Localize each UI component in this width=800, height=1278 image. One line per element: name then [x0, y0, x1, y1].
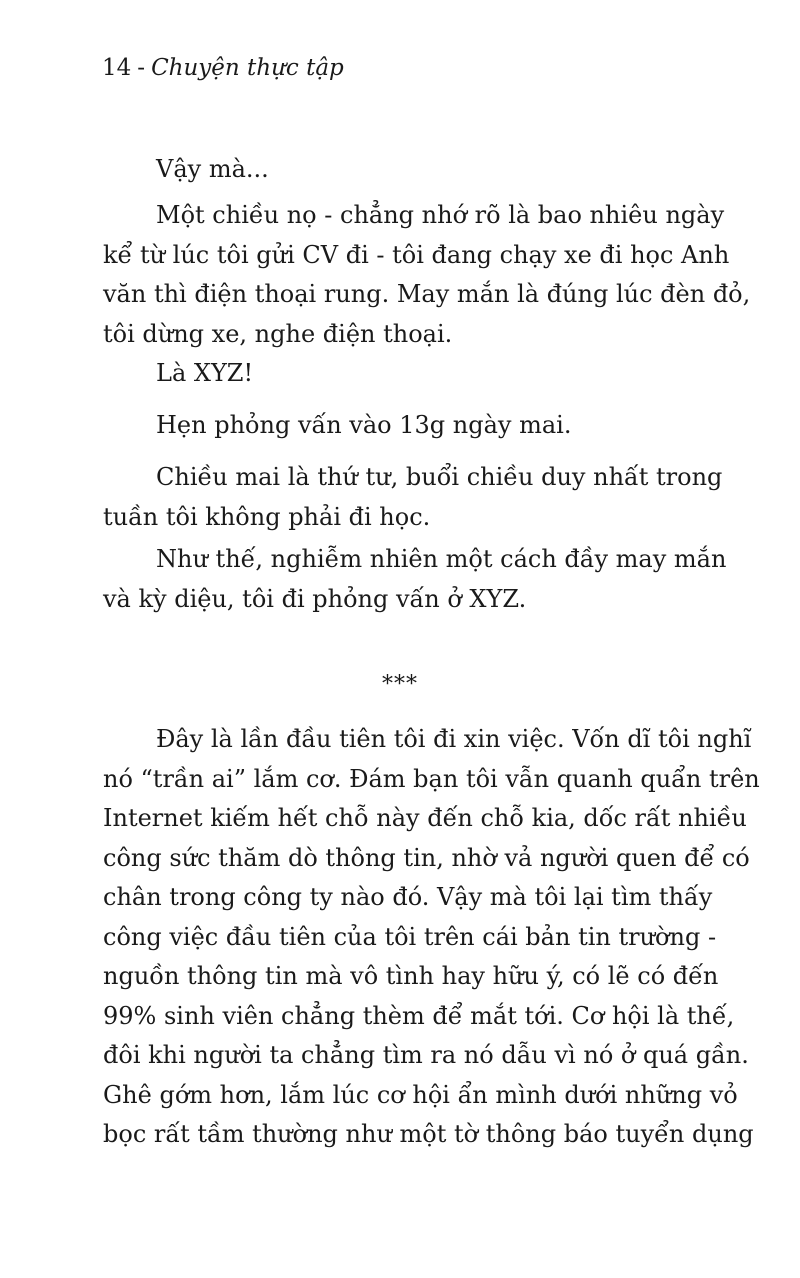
paragraph-line: tôi dừng xe, nghe điện thoại. — [103, 319, 453, 348]
paragraph — [103, 196, 751, 354]
paragraph-line: 99% sinh viên chẳng thèm để mắt tới. Cơ hội là thế, — [103, 1001, 735, 1030]
paragraph-line: văn thì điện thoại rung. May mắn là đúng lúc đèn đỏ, — [103, 280, 751, 308]
paragraph-line: Như thế, nghiễm nhiên một cách đầy may mắn — [156, 545, 727, 573]
paragraph-line: Là XYZ! — [156, 359, 254, 387]
paragraph — [103, 150, 703, 190]
section-divider: *** — [382, 672, 418, 697]
paragraph-line: công sức thăm dò thông tin, nhờ vả người quen để có — [103, 843, 750, 872]
paragraph-line: tuần tôi không phải đi học. — [103, 502, 431, 531]
paragraph — [103, 458, 723, 537]
paragraph-line: Đây là lần đầu tiên tôi đi xin việc. Vốn dĩ tôi nghĩ — [156, 725, 752, 753]
paragraph-line: Ghê gớm hơn, lắm lúc cơ hội ẩn mình dưới những vỏ — [103, 1080, 738, 1109]
paragraph-line: chân trong công ty nào đó. Vậy mà tôi lại tìm thấy — [103, 883, 713, 911]
paragraph-line: kể từ lúc tôi gửi CV đi - tôi đang chạy xe đi học Anh — [103, 240, 730, 269]
page-number: 14 — [102, 55, 132, 81]
paragraph-line: Chiều mai là thứ tư, buổi chiều duy nhất trong — [156, 463, 723, 491]
paragraph-line: Vậy mà... — [156, 155, 269, 183]
paragraph-line: công việc đầu tiên của tôi trên cái bản tin trường - — [103, 922, 717, 951]
paragraph — [103, 540, 727, 619]
running-header — [102, 52, 344, 84]
paragraph-line: nó “trần ai” lắm cơ. Đám bạn tôi vẫn quanh quẩn trên — [103, 764, 760, 793]
paragraph-line: bọc rất tầm thường như một tờ thông báo tuyển dụng — [103, 1120, 754, 1148]
header-separator: - — [137, 55, 146, 81]
paragraph-line: và kỳ diệu, tôi đi phỏng vấn ở XYZ. — [103, 584, 527, 613]
paragraph — [103, 406, 703, 446]
paragraph — [103, 720, 760, 1155]
chapter-title: Chuyện thực tập — [151, 55, 344, 81]
paragraph-line: nguồn thông tin mà vô tình hay hữu ý, có lẽ có đến — [103, 962, 719, 990]
paragraph-line: Một chiều nọ - chẳng nhớ rõ là bao nhiêu ngày — [156, 201, 725, 229]
paragraph-line: đôi khi người ta chẳng tìm ra nó dẫu vì nó ở quá gần. — [103, 1041, 749, 1069]
paragraph-line: Internet kiếm hết chỗ này đến chỗ kia, dốc rất nhiều — [103, 804, 747, 832]
paragraph — [103, 354, 703, 394]
paragraph-line: Hẹn phỏng vấn vào 13g ngày mai. — [156, 411, 572, 439]
